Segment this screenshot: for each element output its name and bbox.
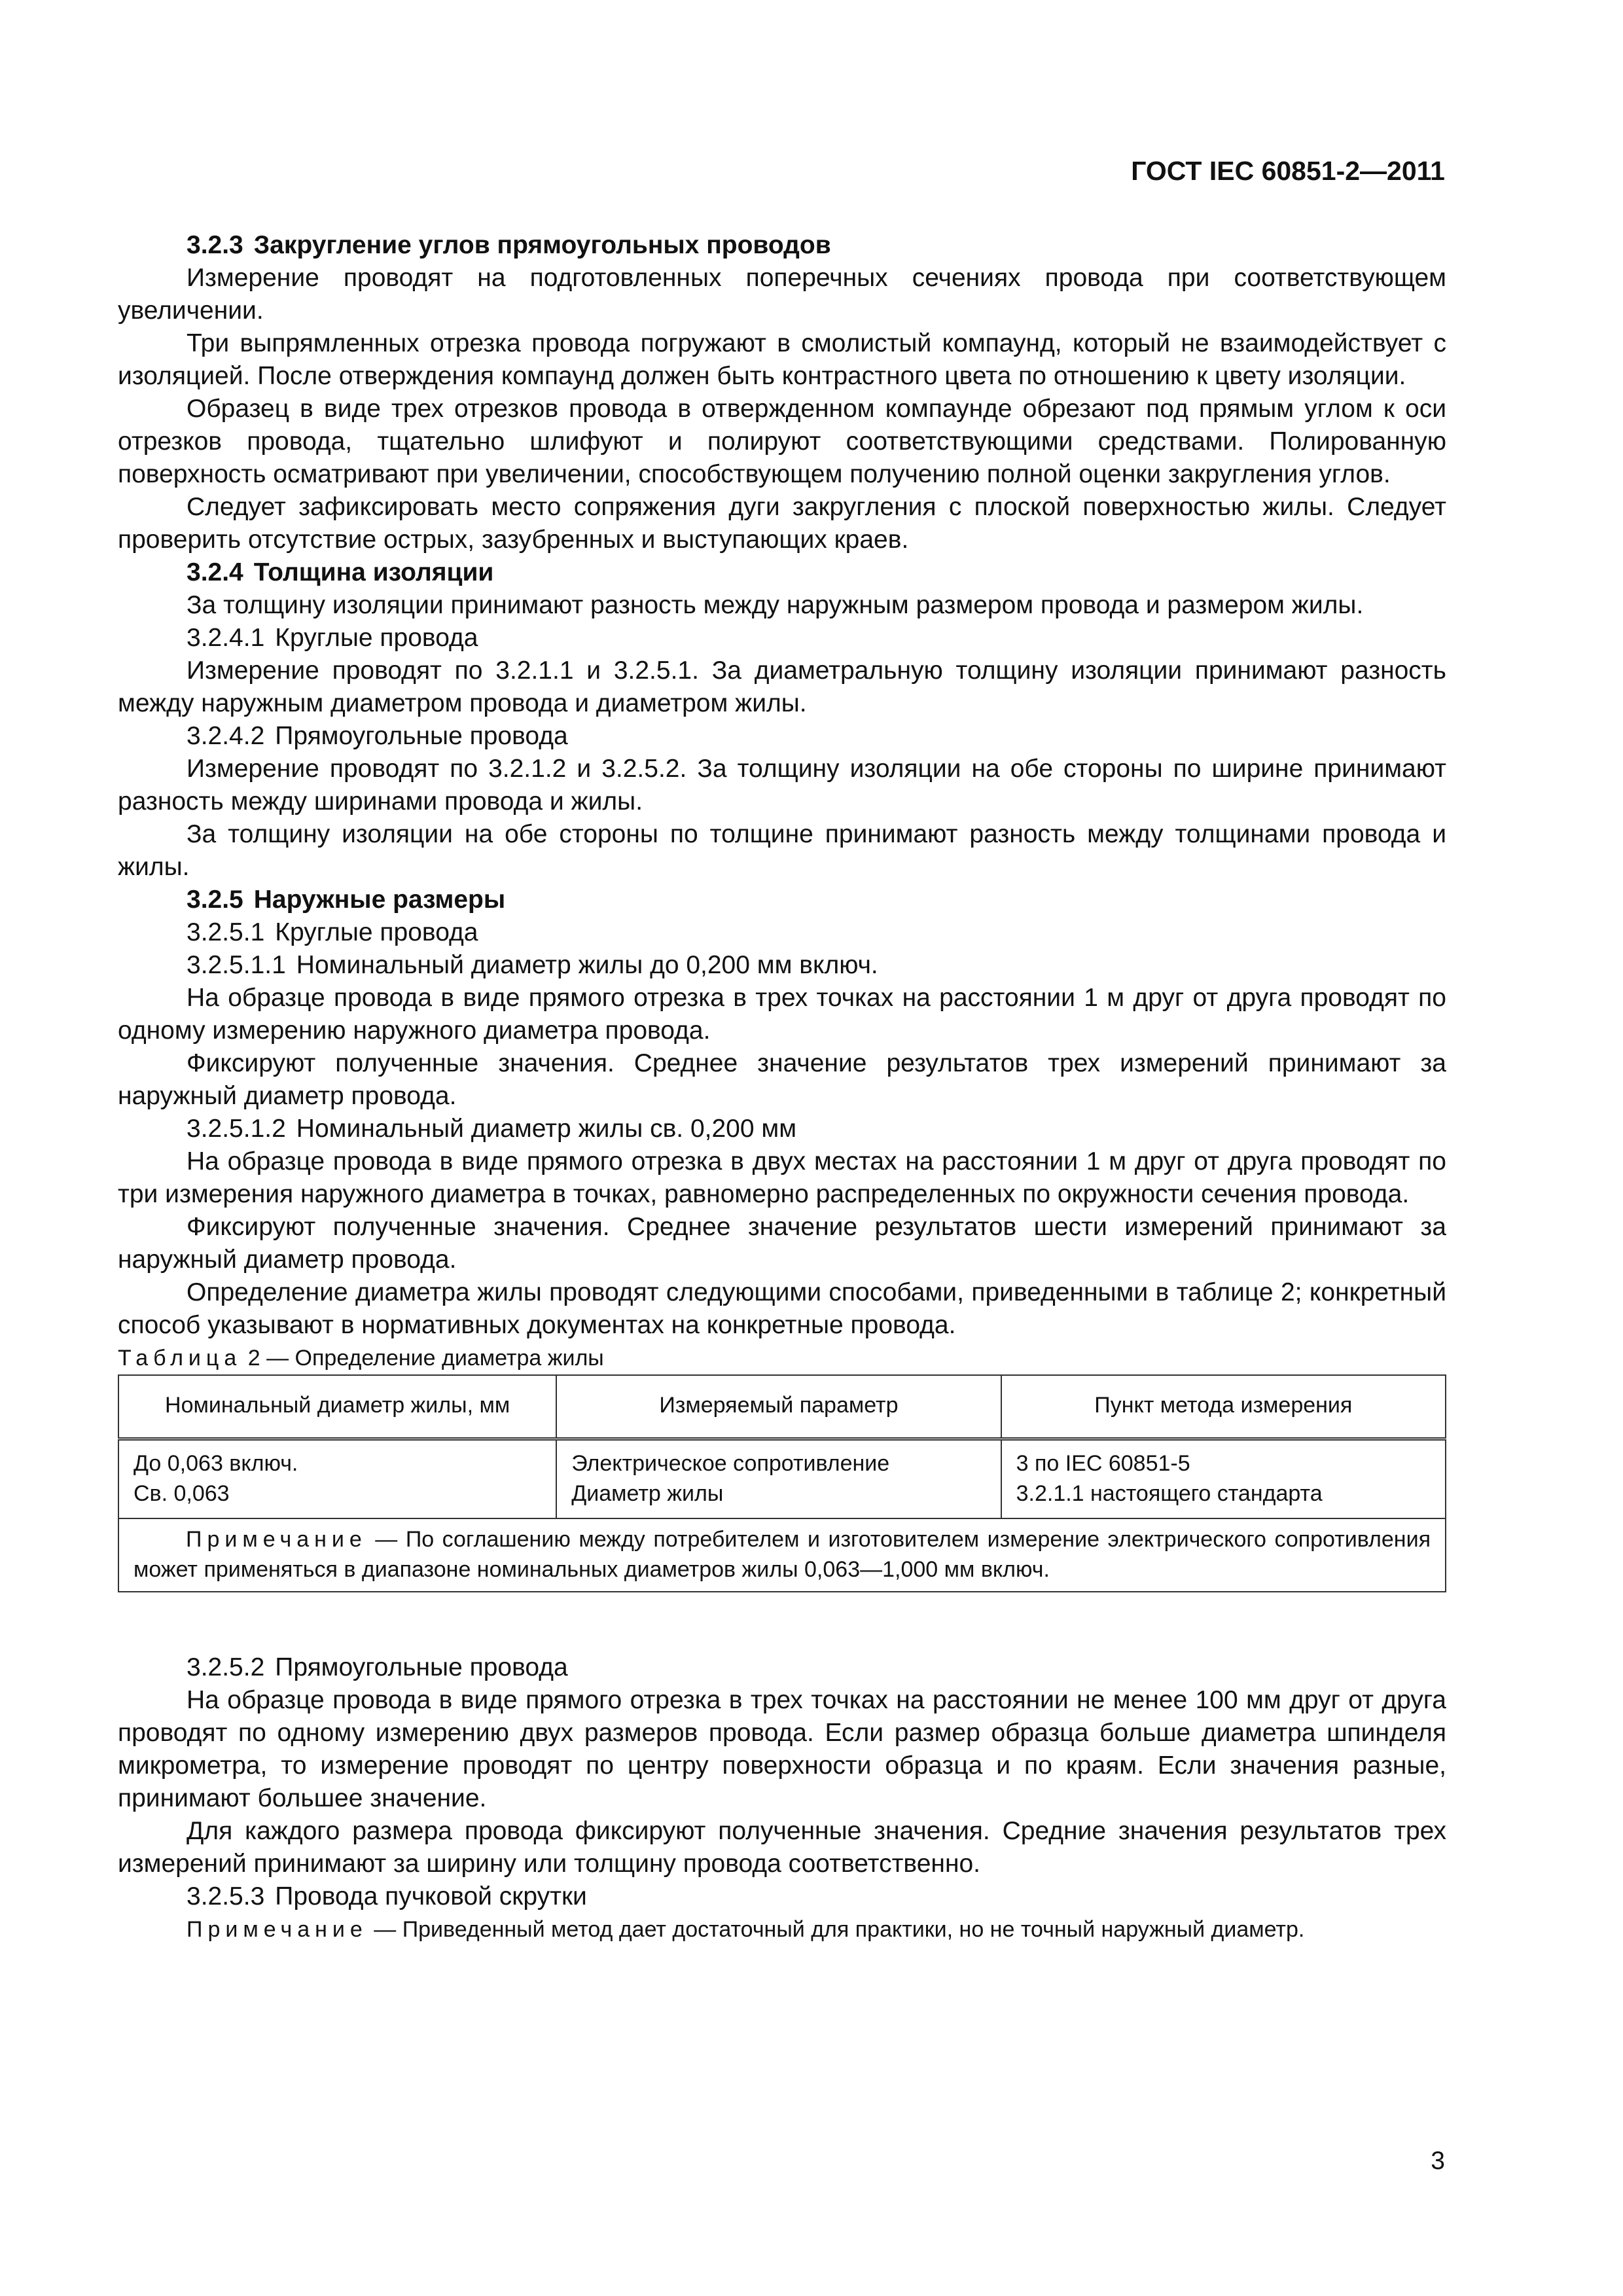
table-note-row (118, 1518, 1446, 1592)
section-title: Наружные размеры (253, 886, 506, 914)
table-cell (556, 1439, 1001, 1519)
paragraph: Для каждого размера провода фиксируют полученные значения. Средние значения результатов трех измерений принимают за ширину или толщину провода соответственно. (118, 1817, 1446, 1878)
note-word: Примечание (186, 1527, 367, 1552)
table-header-row (118, 1375, 1446, 1439)
paragraph: За толщину изоляции на обе стороны по толщине принимают разность между толщинами провода и жилы. (118, 820, 1446, 881)
table-caption (118, 1342, 1446, 1374)
subsection-number: 3.2.4.1 (187, 624, 265, 652)
section-title: Закругление углов прямоугольных проводов (253, 231, 831, 259)
table-cell-line: Диаметр жилы (571, 1481, 724, 1506)
subsection-title: Круглые провода (275, 624, 478, 652)
subsection-number: 3.2.5.1.1 (187, 951, 286, 979)
note-text: — Приведенный метод дает достаточный для практики, но не точный наружный диаметр. (367, 1917, 1305, 1942)
subsection-title: Прямоугольные провода (275, 1653, 568, 1681)
table-cell (1001, 1439, 1446, 1519)
paragraph: На образце провода в виде прямого отрезка в двух местах на расстоянии 1 м друг от друга проводят по три измерения наружного диаметра в точках, равномерно распределенных по окружности сечения провода. (118, 1147, 1446, 1208)
section-number: 3.2.3 (187, 231, 243, 259)
paragraph: Образец в виде трех отрезков провода в отвержденном компаунде обрезают под прямым углом к оси отрезков провода, тщательно шлифуют и полируют соответствующими средствами. Полированную поверхность осматривают при увеличении, способствующем получению полной оценки закругления углов. (118, 395, 1446, 488)
paragraph: Определение диаметра жилы проводят следующими способами, приведенными в таблице 2; конкретный способ указывают в нормативных документах на конкретные провода. (118, 1278, 1446, 1339)
document-header: ГОСТ IEC 60851-2—2011 (1131, 156, 1445, 186)
section-heading-3-2-4 (118, 556, 1446, 589)
subsection-number: 3.2.5.3 (187, 1882, 265, 1910)
table-note (118, 1518, 1446, 1592)
subsection-heading-3-2-4-1 (118, 622, 1446, 655)
table-cell (118, 1439, 556, 1519)
paragraph: На образце провода в виде прямого отрезка в трех точках на расстоянии 1 м друг от друга проводят по одному измерению наружного диаметра провода. (118, 984, 1446, 1045)
note-word: Примечание (187, 1917, 368, 1942)
subsection-title: Провода пучковой скрутки (275, 1882, 587, 1910)
subsection-number: 3.2.5.1.2 (187, 1115, 286, 1143)
table-header-cell: Измеряемый параметр (556, 1375, 1001, 1439)
subsection-title: Круглые провода (275, 918, 478, 946)
table-2 (118, 1374, 1446, 1592)
subsection-heading-3-2-5-3 (118, 1880, 1446, 1913)
paragraph: Следует зафиксировать место сопряжения дуги закругления с плоской поверхностью жилы. Следует проверить отсутствие острых, зазубренных и выступающих краев. (118, 493, 1446, 554)
table-cell-line: До 0,063 включ. (134, 1451, 298, 1476)
subsection-title: Прямоугольные провода (275, 722, 568, 750)
section-number: 3.2.5 (187, 886, 243, 914)
subsection-heading-3-2-5-2 (118, 1651, 1446, 1684)
table-caption-text: 2 — Определение диаметра жилы (241, 1346, 604, 1371)
subsection-heading-3-2-5-1 (118, 916, 1446, 949)
subsection-title: Номинальный диаметр жилы св. 0,200 мм (296, 1115, 797, 1143)
section-number: 3.2.4 (187, 558, 243, 586)
table-cell-line: Св. 0,063 (134, 1481, 230, 1506)
paragraph: Три выпрямленных отрезка провода погружают в смолистый компаунд, который не взаимодействует с изоляцией. После отверждения компаунд должен быть контрастного цвета по отношению к цвету изоляции. (118, 329, 1446, 390)
section-heading-3-2-5 (118, 884, 1446, 916)
table-cell-line: 3 по IEC 60851-5 (1016, 1451, 1190, 1476)
page-number: 3 (1431, 2147, 1445, 2175)
table-caption-word: Таблица (118, 1346, 242, 1371)
subsection-title: Номинальный диаметр жилы до 0,200 мм включ. (296, 951, 878, 979)
section-title: Толщина изоляции (253, 558, 494, 586)
paragraph: Фиксируют полученные значения. Среднее значение результатов шести измерений принимают за наружный диаметр провода. (118, 1213, 1446, 1274)
table-row (118, 1439, 1446, 1519)
paragraph: На образце провода в виде прямого отрезка в трех точках на расстоянии не менее 100 мм друг от друга проводят по одному измерению двух размеров провода. Если размер образца больше диаметра шпинделя микрометра, то измерение проводят по центру поверхности образца и по краям. Если значения разные, принимают большее значение. (118, 1686, 1446, 1812)
table-header-cell: Пункт метода измерения (1001, 1375, 1446, 1439)
paragraph: Измерение проводят по 3.2.1.2 и 3.2.5.2. За толщину изоляции на обе стороны по ширине принимают разность между ширинами провода и жилы. (118, 755, 1446, 816)
note-text: — По соглашению между потребителем и изготовителем измерение электрического сопротивления может применяться в диапазоне номинальных диаметров жилы 0,063—1,000 мм включ. (134, 1527, 1431, 1582)
subsection-number: 3.2.5.1 (187, 918, 265, 946)
paragraph: Измерение проводят по 3.2.1.1 и 3.2.5.1. За диаметральную толщину изоляции принимают разность между наружным диаметром провода и диаметром жилы. (118, 656, 1446, 717)
table-cell-line: Электрическое сопротивление (571, 1451, 890, 1476)
paragraph: Измерение проводят на подготовленных поперечных сечениях провода при соответствующем увеличении. (118, 264, 1446, 325)
table-cell-line: 3.2.1.1 настоящего стандарта (1016, 1481, 1323, 1506)
paragraph: Фиксируют полученные значения. Среднее значение результатов трех измерений принимают за наружный диаметр провода. (118, 1049, 1446, 1110)
document-body (118, 229, 1446, 1946)
paragraph: За толщину изоляции принимают разность между наружным размером провода и размером жилы. (187, 591, 1364, 619)
subsection-number: 3.2.5.2 (187, 1653, 265, 1681)
subsection-heading-3-2-4-2 (118, 720, 1446, 753)
subsection-heading-3-2-5-1-2 (118, 1113, 1446, 1145)
table-header-cell: Номинальный диаметр жилы, мм (118, 1375, 556, 1439)
subsection-heading-3-2-5-1-1 (118, 949, 1446, 982)
section-heading-3-2-3 (118, 229, 1446, 262)
note (118, 1913, 1446, 1946)
subsection-number: 3.2.4.2 (187, 722, 265, 750)
